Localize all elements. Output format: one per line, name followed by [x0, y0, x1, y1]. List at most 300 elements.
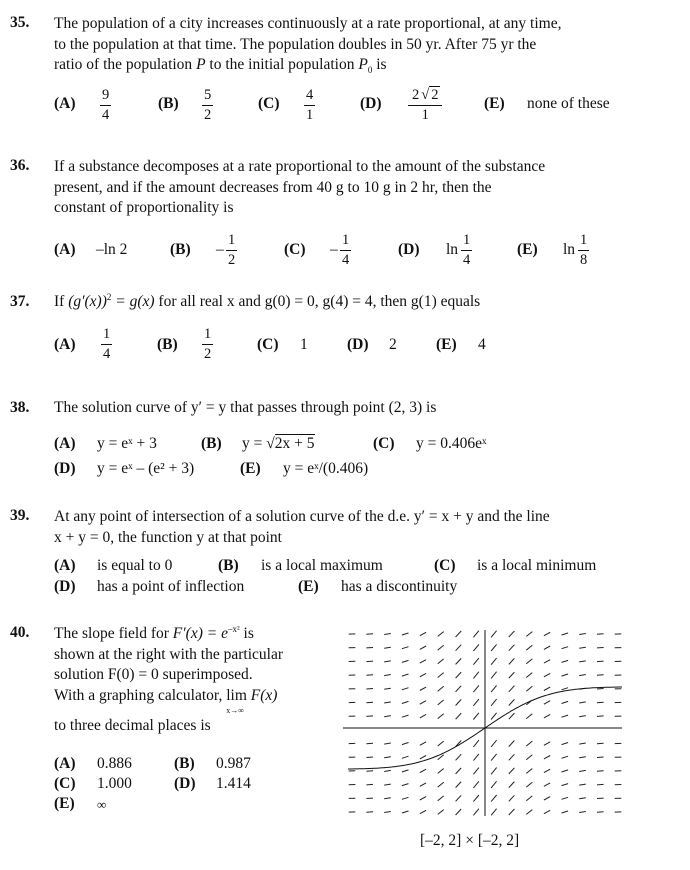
q39-stem-line1: At any point of intersection of a solution curve of the d.e. y′ = x + y and the line [54, 508, 550, 525]
slope-segment [473, 754, 479, 761]
q36-choice-a-label[interactable]: (A) [54, 241, 76, 258]
q39-choice-b-text[interactable]: is a local maximum [261, 557, 383, 574]
slope-segment [438, 810, 444, 815]
q37-choice-e-text[interactable]: 4 [478, 336, 486, 353]
slope-segment [491, 781, 497, 788]
slope-segment [544, 673, 550, 676]
q37-b-den: 2 [204, 346, 212, 362]
q36-stem-line3: constant of proportionality is [54, 199, 234, 216]
slope-segment [438, 673, 444, 678]
q35-line3-sub: 0 [367, 65, 373, 76]
q37-choice-b-fraction[interactable] [202, 327, 213, 362]
slope-segment [597, 743, 604, 744]
q38-choice-d-text[interactable]: y = eˣ – (e² + 3) [97, 460, 195, 477]
slope-segment [491, 740, 497, 747]
slope-segment [438, 632, 444, 637]
slope-segment [526, 782, 532, 787]
slope-segment [402, 770, 409, 772]
slope-segment [526, 810, 532, 815]
q37-choice-d-text[interactable]: 2 [389, 336, 397, 353]
q36-choice-a-text[interactable]: –ln 2 [96, 241, 128, 258]
q35-choice-d-fraction[interactable] [408, 88, 442, 123]
slope-segment [544, 769, 550, 772]
q38-b-pre: y = [242, 435, 263, 452]
q35-choice-b-fraction[interactable] [202, 88, 213, 123]
q36-d-num: 1 [463, 232, 471, 248]
q39-choice-a-text[interactable]: is equal to 0 [97, 557, 173, 574]
q40-line1-a: The slope field for [54, 625, 173, 642]
q40-lim-sub: x→∞ [226, 705, 244, 715]
slope-segment [597, 784, 604, 785]
slope-segment [366, 716, 373, 717]
slope-segment [526, 714, 532, 719]
slope-segment [384, 702, 391, 703]
q35-line3-c: is [372, 56, 387, 73]
q36-choice-e-fraction[interactable] [578, 233, 589, 268]
q35-choice-c-fraction[interactable] [304, 88, 315, 123]
slope-segment [544, 701, 550, 705]
q36-stem-line1: If a substance decomposes at a rate proportional to the amount of the substance [54, 158, 546, 175]
q39-choice-c-label[interactable]: (C) [434, 557, 456, 574]
slope-segment [562, 701, 569, 703]
q40-number: 40. [10, 624, 30, 641]
q36-c-sign: – [330, 241, 338, 258]
slope-segment [384, 647, 391, 648]
slope-segment [579, 757, 586, 758]
slope-segment [526, 659, 532, 664]
q36-choice-e-label[interactable]: (E) [517, 241, 538, 258]
q35-stem-line3 [54, 55, 561, 76]
slope-segment [509, 795, 515, 801]
q40-choice-a-label[interactable]: (A) [54, 755, 76, 772]
q37-expr1: (g′(x)) [68, 293, 107, 310]
q39-choice-d-text[interactable]: has a point of inflection [97, 578, 245, 595]
q36-number: 36. [10, 157, 30, 174]
q40-choice-e-label[interactable]: (E) [54, 795, 75, 812]
q36-choice-d-label[interactable]: (D) [398, 241, 420, 258]
q38-choice-a-text[interactable]: y = eˣ + 3 [97, 435, 157, 452]
slope-segment [509, 713, 515, 719]
slope-segment [384, 757, 391, 758]
slope-segment [420, 646, 426, 649]
q36-choice-d-fraction[interactable] [461, 233, 472, 268]
q38-choice-a-label[interactable]: (A) [54, 435, 76, 452]
slope-segment [438, 659, 444, 664]
slope-segment [526, 673, 532, 678]
q39-choice-e-text[interactable]: has a discontinuity [341, 578, 458, 595]
slope-segment [366, 771, 373, 772]
slope-segment [420, 673, 426, 676]
q39-choice-a-label[interactable]: (A) [54, 557, 76, 574]
q40-choice-b-label[interactable]: (B) [174, 755, 195, 772]
slope-segment [456, 768, 462, 774]
slope-segment [509, 768, 515, 774]
slope-segment [491, 754, 497, 761]
slope-segment [579, 784, 586, 785]
q35-line3-a: ratio of the population [54, 56, 197, 73]
slope-segment [509, 686, 515, 692]
slope-segment [456, 699, 462, 705]
slope-segment [384, 784, 391, 785]
slope-segment [438, 714, 444, 719]
slope-segment [579, 812, 586, 813]
slope-segment [473, 795, 479, 802]
q35-b-den: 2 [204, 107, 212, 123]
q35-d-coef: 2 [412, 87, 420, 103]
slope-segment [579, 770, 586, 771]
slope-segment [402, 715, 409, 717]
q37-rest: for all real x and g(0) = 0, g(4) = 4, then g(1) equals [158, 293, 481, 310]
q35-c-num: 4 [306, 87, 314, 103]
slope-segment [456, 795, 462, 801]
slope-segment [438, 796, 444, 801]
slope-segment [562, 647, 569, 649]
slope-segment [526, 755, 532, 760]
slope-segment [366, 661, 373, 662]
q35-choice-b-label[interactable]: (B) [158, 95, 179, 112]
slope-segment [526, 645, 532, 650]
slope-segment [456, 782, 462, 788]
slope-segment [544, 687, 550, 690]
q35-d-den: 1 [421, 107, 429, 123]
slope-segment [509, 631, 515, 637]
slope-segment [384, 743, 391, 744]
slope-segment [562, 688, 569, 690]
slope-segment [456, 686, 462, 692]
slope-segment [473, 658, 479, 665]
q40-choice-e-text[interactable]: ∞ [97, 797, 107, 812]
q39-choice-d-label[interactable]: (D) [54, 578, 76, 595]
q37-choice-c-text[interactable]: 1 [300, 336, 308, 353]
slope-segment [402, 784, 409, 786]
window-caption: [–2, 2] × [–2, 2] [420, 832, 520, 849]
slope-segment [384, 688, 391, 689]
slope-segment [420, 756, 426, 759]
q39-choice-b-label[interactable]: (B) [218, 557, 239, 574]
q40-line4-a: With a graphing calculator, [54, 686, 227, 704]
slope-segment [402, 688, 409, 690]
slope-segment [509, 809, 515, 815]
slope-segment [491, 631, 497, 638]
slope-segment [456, 631, 462, 637]
q40-lim: lim [226, 686, 247, 704]
q36-d-den: 4 [463, 252, 471, 268]
slope-segment [509, 658, 515, 664]
q35-line3-P: P [196, 56, 206, 73]
q40-choice-b-text[interactable]: 0.987 [216, 755, 251, 772]
slope-segment [562, 674, 569, 676]
slope-segment [526, 632, 532, 637]
slope-segment [544, 714, 550, 718]
q36-c-den: 4 [342, 252, 350, 268]
q40-line4-b: F(x) [246, 686, 278, 704]
slope-segment [544, 632, 550, 635]
q40-stem [54, 624, 283, 736]
slope-segment [473, 781, 479, 788]
q40-choice-d-text[interactable]: 1.414 [216, 775, 251, 792]
q37-choice-d-label[interactable]: (D) [347, 336, 369, 353]
q36-b-num: 1 [228, 232, 236, 248]
q40-line1-b: is [239, 625, 254, 642]
slope-segment [366, 784, 373, 785]
slope-segment [366, 675, 373, 676]
q35-choice-e-text[interactable]: none of these [527, 95, 610, 112]
q35-a-num: 9 [102, 87, 110, 103]
slope-segment [473, 740, 479, 747]
q40-stem-line1 [54, 624, 283, 645]
q38-choice-d-label[interactable]: (D) [54, 460, 76, 477]
slope-segment [438, 769, 444, 774]
q35-stem [54, 14, 561, 76]
slope-segment [473, 768, 479, 775]
slope-segment [402, 701, 409, 703]
slope-segment [420, 810, 426, 813]
slope-segment [420, 769, 426, 772]
slope-segment [509, 782, 515, 788]
slope-segment [402, 743, 409, 745]
q36-choice-c-label[interactable]: (C) [284, 241, 306, 258]
slope-segment [384, 661, 391, 662]
q36-b-sign: – [216, 241, 224, 258]
slope-segment [456, 809, 462, 815]
slope-segment [579, 661, 586, 662]
q37-b-num: 1 [204, 326, 212, 342]
slope-segment [579, 702, 586, 703]
slope-segment [579, 634, 586, 635]
slope-segment [402, 633, 409, 635]
q37-stem [54, 293, 480, 311]
slope-segment [473, 685, 479, 692]
slope-segment [384, 716, 391, 717]
q39-choice-c-text[interactable]: is a local minimum [477, 557, 597, 574]
q38-choice-b-text[interactable]: y = √2x + 5 [242, 435, 315, 452]
q35-choice-c-label[interactable]: (C) [258, 95, 280, 112]
slope-segment [509, 645, 515, 651]
slope-segment [491, 699, 497, 706]
q40-choice-c-text[interactable]: 1.000 [97, 775, 132, 792]
slope-field-graph [340, 622, 626, 822]
slope-segment [420, 742, 426, 746]
slope-segment [562, 715, 569, 717]
q40-stem-line5: to three decimal places is [54, 716, 211, 734]
slope-segment [473, 713, 479, 720]
q35-choice-a-label[interactable]: (A) [54, 95, 76, 112]
q38-choice-e-text[interactable]: y = eˣ/(0.406) [283, 460, 369, 477]
slope-segment [420, 797, 426, 800]
slope-segment [597, 716, 604, 717]
slope-segment [402, 756, 409, 758]
slope-segment [438, 645, 444, 650]
slope-segment [491, 658, 497, 665]
q40-stem-line2: shown at the right with the particular [54, 645, 283, 663]
slope-segment [544, 742, 550, 746]
q35-line3-b: to the initial population [205, 56, 359, 73]
slope-segment [579, 675, 586, 676]
q36-c-num: 1 [342, 232, 350, 248]
q35-choice-d-label[interactable]: (D) [360, 95, 382, 112]
slope-segment [456, 754, 462, 760]
slope-segment [473, 644, 479, 651]
q37-choice-a-fraction[interactable] [101, 327, 112, 362]
slope-segment [597, 675, 604, 676]
q37-sq: 2 [106, 291, 112, 302]
slope-segment [420, 701, 426, 705]
slope-segment [526, 769, 532, 774]
q38-number: 38. [10, 399, 30, 416]
q39-stem [54, 507, 550, 548]
slope-segment [562, 660, 569, 662]
q37-choice-b-label[interactable]: (B) [157, 336, 178, 353]
q35-b-num: 5 [204, 87, 212, 103]
q40-line1-exp: –x² [227, 623, 240, 634]
slope-segment [509, 754, 515, 760]
slope-segment [562, 633, 569, 635]
q35-d-num: 2 √ 2 [412, 87, 439, 103]
q35-a-den: 4 [102, 107, 110, 123]
q37-if: If [54, 293, 65, 310]
slope-segment [544, 797, 550, 800]
q37-number: 37. [10, 293, 30, 310]
q38-stem: The solution curve of y′ = y that passes through point (2, 3) is [54, 399, 437, 416]
slope-segment [544, 783, 550, 786]
q38-choice-c-text[interactable]: y = 0.406eˣ [416, 435, 487, 452]
slope-segment [562, 797, 569, 799]
slope-segment [366, 757, 373, 758]
q40-stem-line4 [54, 686, 283, 716]
q39-stem-line2: x + y = 0, the function y at that point [54, 528, 282, 546]
q36-e-ln: ln [563, 241, 576, 258]
slope-segment [384, 675, 391, 676]
slope-segment [456, 713, 462, 719]
q40-choice-c-label[interactable]: (C) [54, 775, 76, 792]
q35-d-rad: 2 [431, 87, 439, 103]
slope-segment [544, 756, 550, 759]
q35-line3-P0: P [358, 56, 368, 73]
slope-segment [473, 631, 479, 638]
q40-stem-line3: solution F(0) = 0 superimposed. [54, 666, 253, 683]
slope-segment [491, 809, 497, 816]
slope-segment [491, 685, 497, 692]
slope-segment [509, 699, 515, 705]
slope-segment [384, 770, 391, 771]
slope-segment [491, 672, 497, 679]
slope-segment [491, 795, 497, 802]
slope-segment [402, 674, 409, 676]
slope-segment [544, 810, 550, 813]
q36-choice-b-label[interactable]: (B) [170, 241, 191, 258]
slope-segment [491, 768, 497, 775]
slope-segment [456, 658, 462, 664]
q38-choice-c-label[interactable]: (C) [373, 435, 395, 452]
slope-segment [491, 644, 497, 651]
slope-segment [473, 699, 479, 706]
slope-segment [526, 686, 532, 691]
slope-segment [597, 771, 604, 772]
q36-choice-b-fraction[interactable] [226, 233, 237, 268]
q37-choice-e-label[interactable]: (E) [436, 336, 457, 353]
slope-segment [420, 687, 426, 690]
slope-segment [544, 660, 550, 663]
q37-choice-a-label[interactable]: (A) [54, 336, 76, 353]
slope-segment [597, 757, 604, 758]
slope-segment [562, 811, 569, 813]
slope-segment [562, 756, 569, 758]
slope-segment [579, 647, 586, 648]
q36-stem [54, 157, 545, 219]
slope-segment [402, 660, 409, 662]
q38-choice-b-label[interactable]: (B) [201, 435, 222, 452]
slope-segment [438, 782, 444, 787]
slope-segment [402, 797, 409, 799]
q37-expr2: = g(x) [111, 293, 155, 310]
q36-e-den: 8 [580, 252, 588, 268]
slope-segment [402, 811, 409, 813]
slope-segment [579, 716, 586, 717]
slope-segment [456, 645, 462, 651]
slope-segment [597, 689, 604, 690]
slope-segment [597, 702, 604, 703]
slope-segment [597, 661, 604, 662]
q39-choice-e-label[interactable]: (E) [298, 578, 319, 595]
q36-b-den: 2 [228, 252, 236, 268]
q36-e-num: 1 [580, 232, 588, 248]
q35-number: 35. [10, 14, 30, 31]
q35-c-den: 1 [306, 107, 314, 123]
q36-choice-c-fraction[interactable] [340, 233, 351, 268]
q35-stem-line1: The population of a city increases continuously at a rate proportional, at any time, [54, 15, 562, 32]
slope-segment [402, 647, 409, 649]
slope-segment [438, 700, 444, 705]
q37-choice-c-label[interactable]: (C) [257, 336, 279, 353]
slope-segment [366, 702, 373, 703]
slope-segment [562, 784, 569, 786]
slope-segment [420, 660, 426, 663]
q36-d-ln: ln [446, 241, 459, 258]
q40-choice-d-label[interactable]: (D) [174, 775, 196, 792]
q35-stem-line2: to the population at that time. The population doubles in 50 yr. After 75 yr the [54, 35, 537, 53]
q40-choice-a-text[interactable]: 0.886 [97, 755, 132, 772]
slope-segment [456, 672, 462, 678]
q37-a-num: 1 [103, 326, 111, 342]
slope-segment [579, 798, 586, 799]
q38-b-rad: 2x + 5 [274, 435, 315, 452]
slope-segment [509, 741, 515, 747]
slope-segment [473, 809, 479, 816]
slope-segment [438, 741, 444, 746]
q35-choice-e-label[interactable]: (E) [484, 95, 505, 112]
slope-segment [526, 741, 532, 746]
slope-segment [366, 743, 373, 744]
slope-segment [384, 634, 391, 635]
q37-a-den: 4 [103, 346, 111, 362]
q38-choice-e-label[interactable]: (E) [240, 460, 261, 477]
slope-segment [562, 770, 569, 772]
slope-segment [526, 796, 532, 801]
slope-segment [366, 689, 373, 690]
slope-segment [420, 632, 426, 635]
slope-segment [562, 743, 569, 745]
q39-number: 39. [10, 507, 30, 524]
slope-segment [420, 783, 426, 786]
slope-segment [420, 714, 426, 718]
q35-choice-a-fraction[interactable] [100, 88, 111, 123]
q40-line1-expr: F′(x) = e [172, 625, 228, 642]
slope-segment [473, 672, 479, 679]
slope-segment [438, 686, 444, 691]
slope-segment [509, 672, 515, 678]
slope-segment [579, 743, 586, 744]
q36-stem-line2: present, and if the amount decreases from 40 g to 10 g in 2 hr, then the [54, 178, 492, 196]
